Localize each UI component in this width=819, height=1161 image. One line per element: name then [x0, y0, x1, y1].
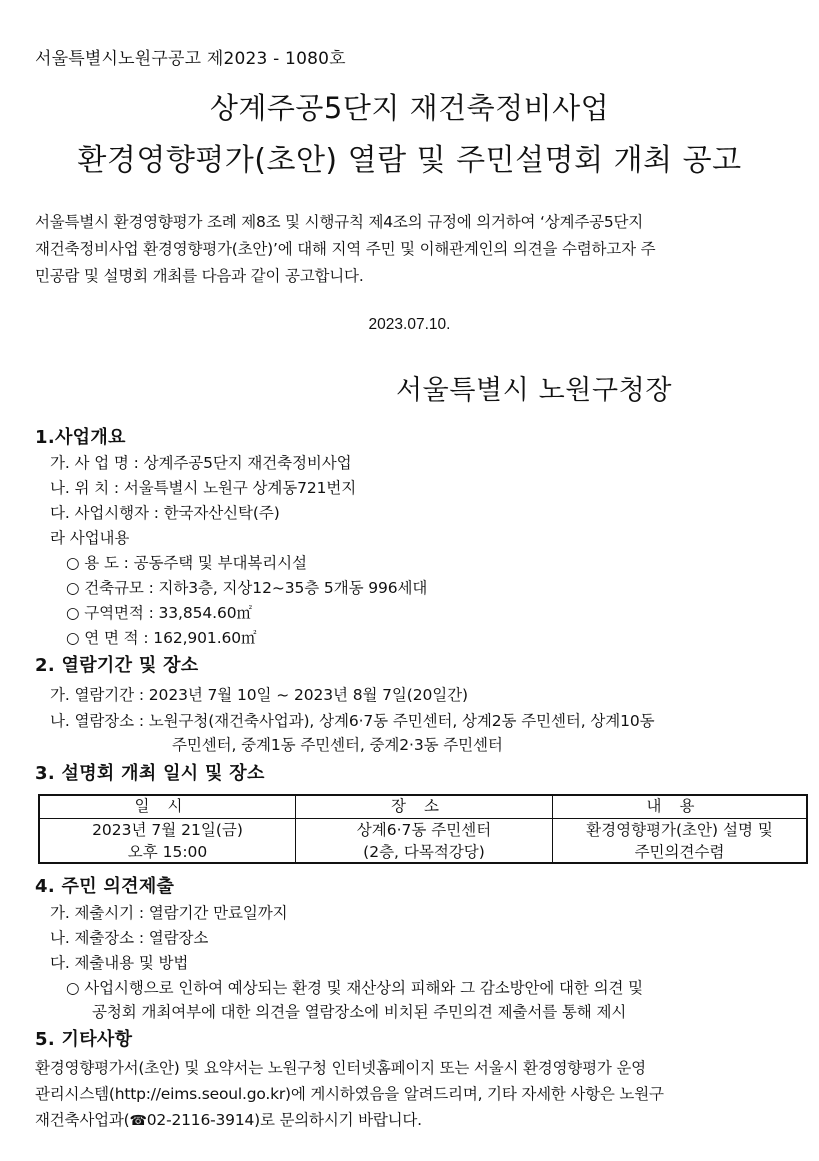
cell-text: 오후 15:00 [127, 843, 208, 861]
closing-line-suffix: 02-2116-3914)로 문의하시기 바랍니다. [146, 1111, 422, 1129]
notice-title-line1: 상계주공5단지 재건축정비사업 [209, 91, 610, 125]
table-row [40, 819, 806, 864]
section-2-line: 가. 열람기간 : 2023년 7월 10일 ~ 2023년 8월 7일(20일간) [50, 686, 468, 704]
section-4-line: 나. 제출장소 : 열람장소 [50, 929, 209, 947]
closing-line: 관리시스템(http://eims.seoul.go.kr)에 게시하였음을 알려드리며, 기타 자세한 사항은 노원구 [35, 1085, 664, 1103]
phone-icon: ☎ [129, 1113, 147, 1129]
section-1-line: ○ 구역면적 : 33,854.60㎡ [66, 604, 252, 622]
closing-line: 환경영향평가서(초안) 및 요약서는 노원구청 인터넷홈페이지 또는 서울시 환경영향평가 운영 [35, 1059, 646, 1077]
section-1-line: ○ 용 도 : 공동주택 및 부대복리시설 [66, 554, 307, 572]
intro-line: 민공람 및 설명회 개최를 다음과 같이 공고합니다. [35, 267, 364, 285]
notice-title-line2: 환경영향평가(초안) 열람 및 주민설명회 개최 공고 [77, 143, 742, 178]
intro-line: 재건축정비사업 환경영향평가(초안)’에 대해 지역 주민 및 이해관계인의 의견을 수렴하고자 주 [35, 240, 656, 258]
section-1-line: ○ 건축규모 : 지하3층, 지상12~35층 5개동 996세대 [66, 579, 428, 597]
table-header-cell: 장소 [296, 796, 553, 818]
section-4-line: 공청회 개최여부에 대한 의견을 열람장소에 비치된 주민의견 제출서를 통해 제시 [92, 1003, 627, 1021]
notice-number: 서울특별시노원구공고 제2023 - 1080호 [35, 49, 346, 69]
section-2-line: 나. 열람장소 : 노원구청(재건축사업과), 상계6·7동 주민센터, 상계2동 주민센터, 상계10동 [50, 712, 655, 730]
table-cell-where [296, 819, 553, 864]
section-2-line: 주민센터, 중계1동 주민센터, 중계2·3동 주민센터 [172, 736, 503, 754]
table-cell-what [553, 819, 806, 864]
section-1-line: 가. 사 업 명 : 상계주공5단지 재건축정비사업 [50, 454, 352, 472]
table-header-cell: 내용 [646, 797, 713, 815]
table-cell-when [40, 819, 296, 864]
section-2-title: 2. 열람기간 및 장소 [35, 655, 199, 676]
section-5-title: 5. 기타사항 [35, 1029, 133, 1050]
cell-text: 2023년 7월 21일(금) [92, 821, 243, 839]
section-1-line: ○ 연 면 적 : 162,901.60㎡ [66, 629, 257, 647]
cell-text: 환경영향평가(초안) 설명 및 [586, 821, 773, 839]
closing-line-3 [35, 1108, 422, 1130]
notice-date: 2023.07.10. [368, 316, 451, 333]
section-1-line: 나. 위 치 : 서울특별시 노원구 상계동721번지 [50, 479, 357, 497]
table-header-cell: 일시 [40, 796, 296, 818]
cell-text: 상계6·7동 주민센터 [356, 821, 492, 839]
section-4-line: 가. 제출시기 : 열람기간 만료일까지 [50, 904, 288, 922]
table-header-row [40, 796, 806, 819]
section-1-line: 라 사업내용 [50, 529, 130, 547]
cell-text: (2층, 다목적강당) [363, 843, 485, 861]
section-4-line: 다. 제출내용 및 방법 [50, 954, 189, 972]
cell-text: 주민의견수렴 [634, 843, 725, 861]
section-1-line: 다. 사업시행자 : 한국자산신탁(주) [50, 504, 280, 522]
section-4-line: ○ 사업시행으로 인하여 예상되는 환경 및 재산상의 피해와 그 감소방안에 대한 의견 및 [66, 979, 644, 997]
signer: 서울특별시 노원구청장 [396, 375, 673, 406]
section-4-title: 4. 주민 의견제출 [35, 876, 175, 897]
briefing-schedule-table [38, 794, 808, 864]
intro-line: 서울특별시 환경영향평가 조례 제8조 및 시행규칙 제4조의 규정에 의거하여 ‘상계주공5단지 [35, 213, 644, 231]
section-3-title: 3. 설명회 개최 일시 및 장소 [35, 763, 265, 784]
section-1-title: 1.사업개요 [35, 427, 126, 448]
closing-line-prefix: 재건축사업과( [35, 1111, 130, 1129]
